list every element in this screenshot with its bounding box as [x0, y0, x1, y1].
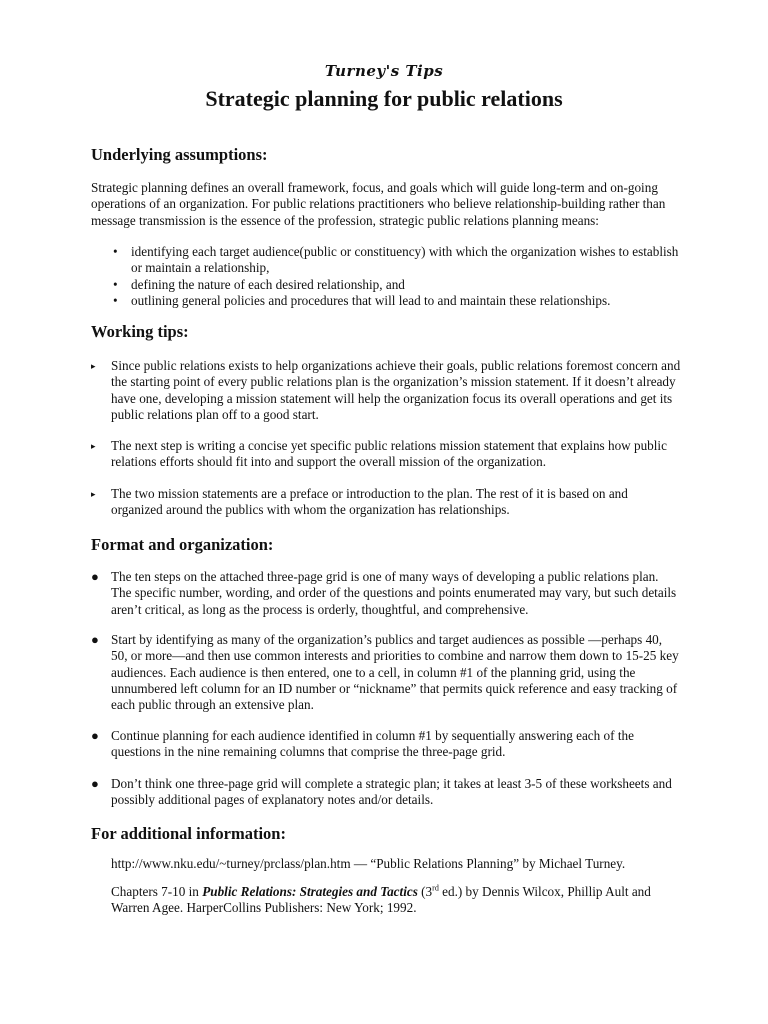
- assumption-text: defining the nature of each desired relationship, and: [131, 276, 405, 292]
- assumption-text: outlining general policies and procedures that will lead to and maintain these relationships.: [131, 292, 611, 308]
- assumptions-intro: Strategic planning defines an overall framework, focus, and goals which will guide long-term and on-going operations of an organization. For public relations practitioners who believe relationship-building rather than message transmission is the essence of the profession, strategic public relations planning means:: [91, 180, 666, 228]
- working-tip-text: The next step is writing a concise yet specific public relations mission statement that explains how public relations efforts should fit into and support the overall mission of the organization.: [111, 438, 667, 470]
- assumptions-heading: Underlying assumptions:: [91, 145, 268, 164]
- book-edition-sup: rd: [432, 883, 439, 893]
- book-title: Public Relations: Strategies and Tactics: [202, 884, 418, 899]
- format-item: [91, 776, 681, 809]
- format-item: [91, 728, 681, 761]
- book-edition: (3: [417, 884, 433, 899]
- assumption-item: [91, 293, 691, 309]
- page-title: Strategic planning for public relations: [205, 86, 563, 111]
- dot-bullet-icon: ●: [91, 776, 99, 791]
- working-tips-heading: Working tips:: [91, 322, 189, 341]
- assumption-text: identifying each target audience(public or constituency) with which the organization wishes to establish or maintain a relationship,: [131, 244, 679, 276]
- book-prefix: Chapters 7-10 in: [111, 884, 203, 899]
- bullet-icon: •: [113, 244, 118, 259]
- additional-heading: For additional information:: [91, 824, 286, 843]
- working-tip-item: [91, 438, 681, 471]
- triangle-bullet-icon: ▸: [91, 361, 96, 371]
- format-text: The ten steps on the attached three-page grid is one of many ways of developing a public relations plan. The specific number, wording, and order of the questions and points enumerated may vary, but such details aren’t critical, as long as the process is orderly, thoughtful, and comprehensive.: [111, 569, 677, 617]
- working-tip-item: [91, 358, 681, 423]
- brand-logo-text: Turney's Tips: [324, 62, 444, 80]
- bullet-icon: •: [113, 276, 118, 292]
- triangle-bullet-icon: ▸: [91, 489, 96, 499]
- triangle-bullet-icon: ▸: [91, 441, 96, 451]
- working-tip-text: The two mission statements are a preface or introduction to the plan. The rest of it is based on and organized around the publics with whom the organization has relationships.: [111, 486, 628, 518]
- assumption-item: [91, 277, 691, 293]
- book-rest: ed.) by Dennis Wilcox, Phillip Ault and Warren Agee. HarperCollins Publishers: New York; 1992.: [111, 884, 651, 916]
- dot-bullet-icon: ●: [91, 632, 99, 647]
- format-text: Don’t think one three-page grid will complete a strategic plan; it takes at least 3-5 of these worksheets and possibly additional pages of explanatory notes and/or details.: [111, 776, 672, 808]
- reference-book: [111, 884, 681, 917]
- bullet-icon: •: [113, 292, 118, 308]
- format-item: [91, 569, 681, 618]
- working-tip-item: [91, 486, 681, 519]
- format-text: Start by identifying as many of the organization’s publics and target audiences as possible —perhaps 40, 50, or more—and then use common interests and priorities to combine and narrow them down to 15-25 key audiences. Each audience is then entered, one to a cell, in column #1 of the planning grid, using the unnumbered left column for an ID number or “nickname” that permits quick reference and easy tracking of each public through an extensive plan.: [111, 632, 679, 713]
- format-text: Continue planning for each audience identified in column #1 by sequentially answering each of the questions in the nine remaining columns that comprise the three-page grid.: [111, 728, 634, 760]
- working-tip-text: Since public relations exists to help organizations achieve their goals, public relations foremost concern and the starting point of every public relations plan is the organization’s mission statement. If it doesn’t already have one, developing a mission statement will help the organization focus its overall operations and get its public relations plan off to a good start.: [111, 358, 681, 422]
- format-item: [91, 632, 681, 713]
- dot-bullet-icon: ●: [91, 728, 99, 743]
- reference-link: [111, 856, 681, 872]
- assumptions-list: [91, 244, 691, 309]
- format-heading: Format and organization:: [91, 535, 274, 554]
- dot-bullet-icon: ●: [91, 569, 99, 584]
- assumption-item: [91, 244, 691, 277]
- reference-link-text[interactable]: http://www.nku.edu/~turney/prclass/plan.htm — “Public Relations Planning” by Michael Turney.: [111, 856, 626, 871]
